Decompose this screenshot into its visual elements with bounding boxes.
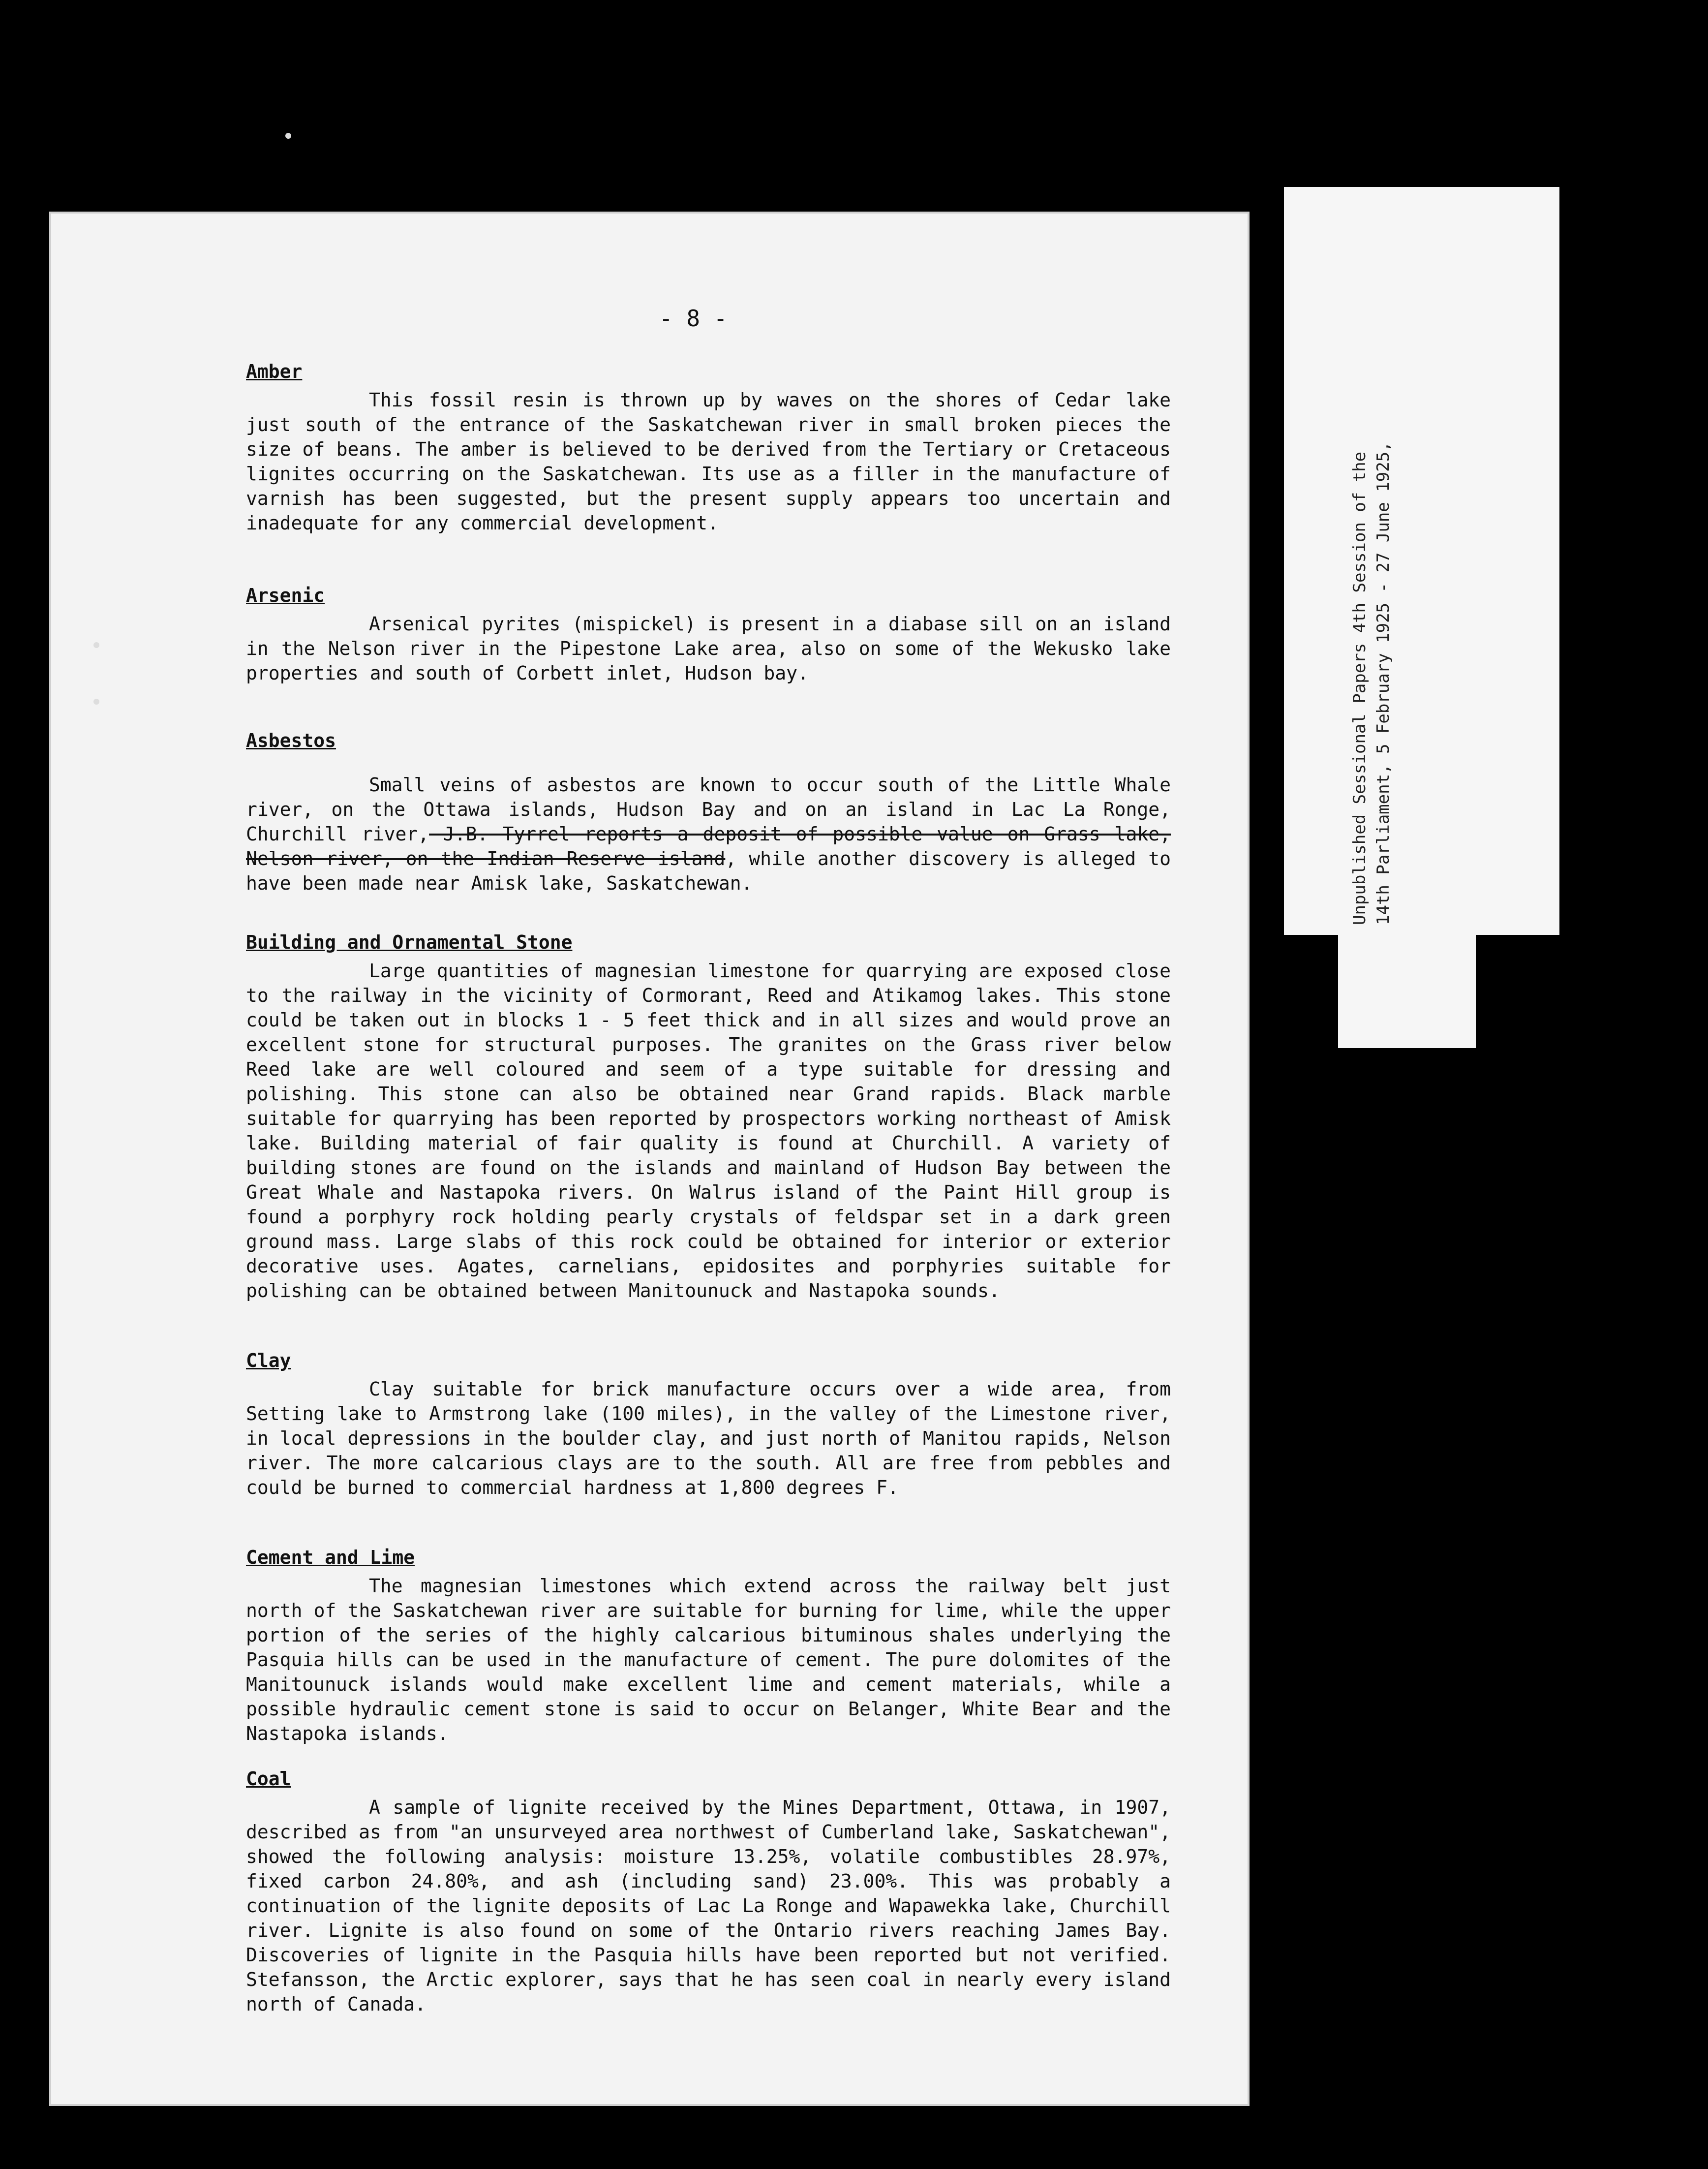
section-heading: Amber: [246, 361, 303, 382]
section-cement-lime: [246, 1545, 1171, 1746]
margin-speck: [93, 642, 99, 648]
section-body: Clay suitable for brick manufacture occurs over a wide area, from Setting lake to Armstrong lake (100 miles), in the valley of the Limestone river, in local depressions in the boulder clay, and just north of Manitou rapids, Nelson river. The more calcarious clays are to the south. All are free from pebbles and could be burned to commercial hardness at 1,800 degrees F.: [246, 1378, 1171, 1498]
section-heading: Arsenic: [246, 585, 325, 606]
section-arsenic: [246, 583, 1171, 685]
section-amber: [246, 359, 1171, 535]
section-building-stone: [246, 930, 1171, 1303]
archival-slip: [1284, 187, 1559, 935]
section-body: A sample of lignite received by the Mines Department, Ottawa, in 1907, described as from "an unsurveyed area northwest of Cumberland lake, Saskatchewan", showed the following analysis: moisture 13.25%, volatile combustibles 28.97%, fixed carbon 24.80%, and ash (including sand) 23.00%. This was probably a continuation of the lignite deposits of Lac La Ronge and Wapawekka lake, Churchill river. Lignite is also found on some of the Ontario rivers reaching James Bay. Discoveries of lignite in the Pasquia hills have been reported but not verified. Stefansson, the Arctic explorer, says that he has seen coal in nearly every island north of Canada.: [246, 1797, 1171, 2015]
section-heading: Clay: [246, 1350, 291, 1371]
section-body: This fossil resin is thrown up by waves on the shores of Cedar lake just south of the entrance of the Saskatchewan river in small broken pieces the size of beans. The amber is believed to be derived from the Tertiary or Cretaceous lignites occurring on the Saskatchewan. Its use as a filler in the manufacture of varnish has been suggested, but the present supply appears too uncertain and inadequate for any commercial development.: [246, 389, 1171, 534]
section-body: Large quantities of magnesian limestone for quarrying are exposed close to the railway in the vicinity of Cormorant, Reed and Atikamog lakes. This stone could be taken out in blocks 1 - 5 feet thick and in all sizes and would prove an excellent stone for structural purposes. The granites on the Grass river below Reed lake are well coloured and seem of a type suitable for dressing and polishing. This stone can also be obtained near Grand rapids. Black marble suitable for quarrying has been reported by prospectors working northeast of Amisk lake. Building material of fair quality is found at Churchill. A variety of building stones are found on the islands and mainland of Hudson Bay between the Great Whale and Nastapoka rivers. On Walrus island of the Paint Hill group is found a porphyry rock holding pearly crystals of feldspar set in a dark green ground mass. Large slabs of this rock could be obtained for interior or exterior decorative uses. Agates, carnelians, epidosites and porphyries suitable for polishing can be obtained between Manitounuck and Nastapoka sounds.: [246, 960, 1171, 1301]
page-number: - 8 -: [659, 305, 728, 332]
body-before: Small veins of asbestos are known to occur south of the Little Whale river, on the Ottawa islands, Hudson Bay and on an island in Lac La Ronge, Churchill river,: [246, 774, 1171, 845]
margin-speck: [93, 699, 99, 705]
slip-line-2: 14th Parliament, 5 February 1925 - 27 June 1925,: [1373, 441, 1393, 925]
section-asbestos: [246, 728, 1171, 896]
body-after: , while another discovery is alleged to have been made near Amisk lake, Saskatchewan.: [246, 848, 1171, 894]
archival-slip-text: [1348, 315, 1395, 925]
section-heading: Cement and Lime: [246, 1547, 415, 1568]
slip-line-1: Unpublished Sessional Papers 4th Session of the: [1350, 451, 1370, 925]
section-body: [246, 773, 1171, 896]
section-heading: Asbestos: [246, 730, 336, 751]
section-clay: [246, 1348, 1171, 1500]
section-body: The magnesian limestones which extend across the railway belt just north of the Saskatchewan river are suitable for burning for lime, while the upper portion of the series of the highly calcarious bituminous shales underlying the Pasquia hills can be used in the manufacture of cement. The pure dolomites of the Manitounuck islands would make excellent lime and cement materials, while a possible hydraulic cement stone is said to occur on Belanger, White Bear and the Nastapoka islands.: [246, 1575, 1171, 1744]
struck-text: J.B. Tyrrel reports a deposit of possible value on Grass lake, Nelson river, on the Indian Reserve island: [246, 823, 1171, 869]
margin-speck: [285, 133, 291, 139]
section-heading: Coal: [246, 1768, 291, 1790]
section-coal: [246, 1766, 1171, 2016]
archival-slip-tab: [1338, 930, 1476, 1048]
section-body: Arsenical pyrites (mispickel) is present in a diabase sill on an island in the Nelson river in the Pipestone Lake area, also on some of the Wekusko lake properties and south of Corbett inlet, Hudson bay.: [246, 613, 1171, 684]
section-heading: Building and Ornamental Stone: [246, 931, 573, 953]
